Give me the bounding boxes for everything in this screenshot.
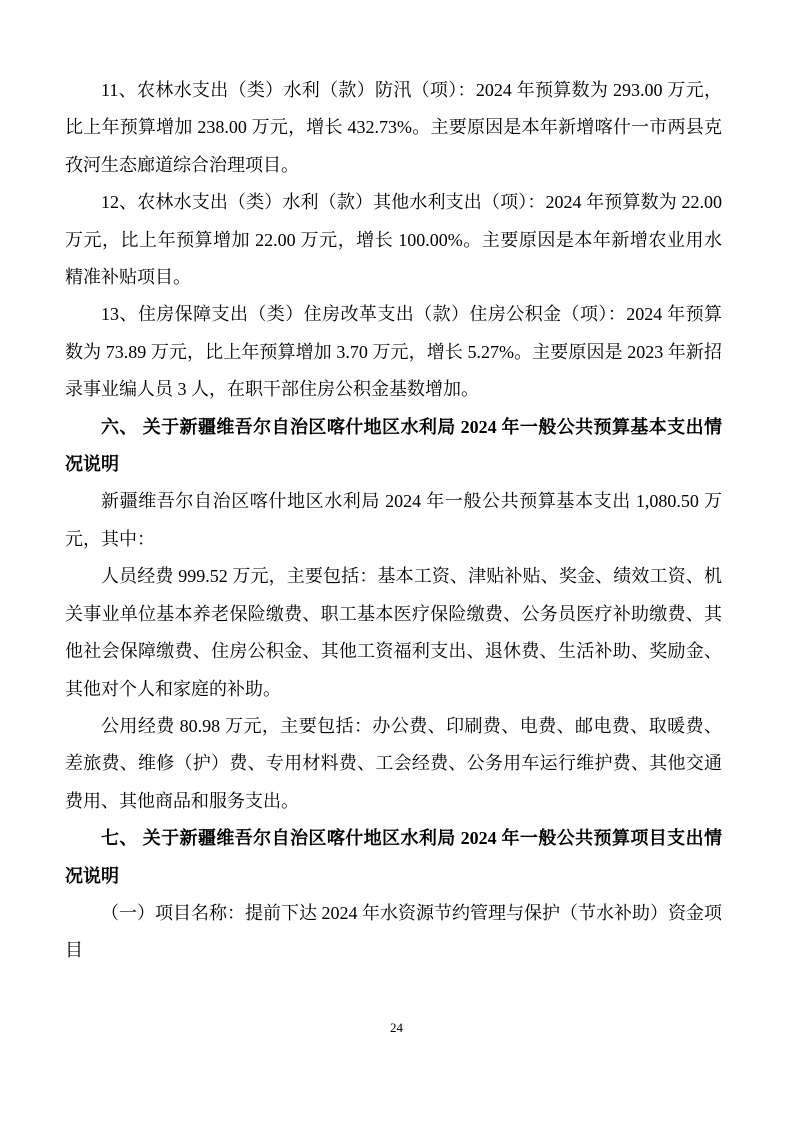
page-footer (0, 1018, 793, 1038)
paragraph-public-funds: 公用经费 80.98 万元，主要包括：办公费、印刷费、电费、邮电费、取暖费、差旅费、维修（护）费、专用材料费、工会经费、公务用车运行维护费、其他交通费用、其他商品和服务支出。 (65, 715, 722, 811)
paragraph-item-13-housing-fund: 13、住房保障支出（类）住房改革支出（款）住房公积金（项）：2024 年预算数为 73.89 万元，比上年预算增加 3.70 万元，增长 5.27%。主要原因是 2023 年新招录事业编人员 3 人，在职干部住房公积金基数增加。 (65, 304, 722, 400)
section-heading-six-basic-expenditure: 六、 关于新疆维吾尔自治区喀什地区水利局 2024 年一般公共预算基本支出情况说明 (65, 416, 722, 475)
page-number: 24 (390, 1020, 403, 1035)
paragraph-item-11-flood-control: 11、农林水支出（类）水利（款）防汛（项）：2024 年预算数为 293.00 万元，比上年预算增加 238.00 万元，增长 432.73%。主要原因是本年新增喀什一市两县克孜河生态廊道综合治理项目。 (65, 80, 722, 175)
document-body (65, 72, 722, 970)
section-heading-seven-project-expenditure: 七、 关于新疆维吾尔自治区喀什地区水利局 2024 年一般公共预算项目支出情况说明 (65, 828, 722, 886)
paragraph-personnel-funds: 人员经费 999.52 万元，主要包括：基本工资、津贴补贴、奖金、绩效工资、机关事业单位基本养老保险缴费、职工基本医疗保险缴费、公务员医疗补助缴费、其他社会保障缴费、住房公积金、其他工资福利支出、退休费、生活补助、奖励金、其他对个人和家庭的补助。 (65, 566, 722, 699)
paragraph-project-name: （一）项目名称：提前下达 2024 年水资源节约管理与保护（节水补助）资金项目 (65, 902, 722, 961)
paragraph-basic-expenditure-total: 新疆维吾尔自治区喀什地区水利局 2024 年一般公共预算基本支出 1,080.50 万元，其中： (65, 491, 722, 549)
paragraph-item-12-other-water-expense: 12、农林水支出（类）水利（款）其他水利支出（项）：2024 年预算数为 22.00 万元，比上年预算增加 22.00 万元，增长 100.00%。主要原因是本年新增农业用水精准补贴项目。 (65, 192, 722, 288)
